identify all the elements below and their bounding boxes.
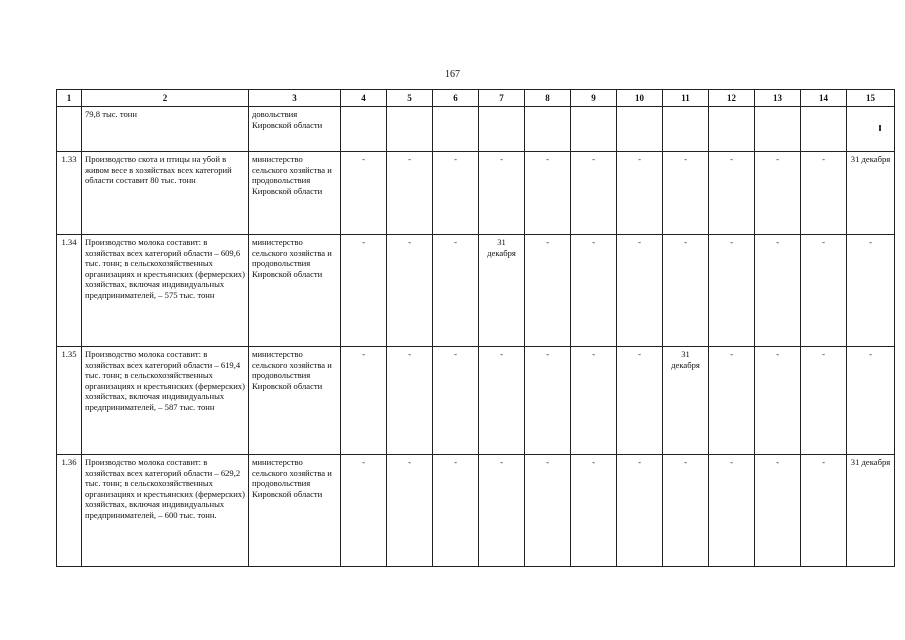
deadline-cell: 31 декабря xyxy=(663,347,709,455)
schedule-cell xyxy=(479,107,525,152)
schedule-cell: - xyxy=(387,347,433,455)
schedule-cell: - xyxy=(663,235,709,347)
column-header: 10 xyxy=(617,90,663,107)
schedule-cell: - xyxy=(525,455,571,567)
row-executor: министерство сельского хозяйства и продовольствия Кировской области xyxy=(249,347,341,455)
row-description: Производство молока составит: в хозяйствах всех категорий области – 609,6 тыс. тонн; в сельскохозяйственных организациях и крестьянских (фермерских) хозяйствах, включая индивидуальных предпринимателей, – 575 тыс. тонн xyxy=(82,235,249,347)
schedule-cell: - xyxy=(571,235,617,347)
schedule-cell: - xyxy=(479,152,525,235)
column-header: 15 xyxy=(847,90,895,107)
column-header: 13 xyxy=(755,90,801,107)
schedule-cell: - xyxy=(525,235,571,347)
schedule-cell: - xyxy=(617,235,663,347)
row-number: 1.36 xyxy=(57,455,82,567)
column-header: 3 xyxy=(249,90,341,107)
schedule-cell: - xyxy=(847,347,895,455)
table-row xyxy=(57,235,895,347)
row-number xyxy=(57,107,82,152)
deadline-cell: 31 декабря xyxy=(479,235,525,347)
row-number: 1.33 xyxy=(57,152,82,235)
row-number: 1.34 xyxy=(57,235,82,347)
row-description: 79,8 тыс. тонн xyxy=(82,107,249,152)
schedule-cell xyxy=(341,107,387,152)
schedule-cell: - xyxy=(525,347,571,455)
row-description: Производство скота и птицы на убой в живом весе в хозяйствах всех категорий области составит 80 тыс. тонн xyxy=(82,152,249,235)
schedule-cell: - xyxy=(663,152,709,235)
column-header: 11 xyxy=(663,90,709,107)
deadline-cell: 31 декабря xyxy=(847,152,895,235)
schedule-cell: - xyxy=(433,152,479,235)
row-executor: министерство сельского хозяйства и продовольствия Кировской области xyxy=(249,152,341,235)
schedule-cell: - xyxy=(755,347,801,455)
page-number: 167 xyxy=(445,69,460,80)
column-header: 7 xyxy=(479,90,525,107)
table-row xyxy=(57,455,895,567)
schedule-cell: - xyxy=(801,235,847,347)
schedule-cell xyxy=(571,107,617,152)
schedule-cell: - xyxy=(341,235,387,347)
schedule-cell: - xyxy=(847,235,895,347)
column-header: 9 xyxy=(571,90,617,107)
schedule-cell: - xyxy=(617,347,663,455)
schedule-cell xyxy=(663,107,709,152)
schedule-cell: - xyxy=(801,152,847,235)
table-row xyxy=(57,152,895,235)
scan-mark xyxy=(879,125,881,131)
deadline-cell: 31 декабря xyxy=(847,455,895,567)
schedule-cell: - xyxy=(755,455,801,567)
schedule-cell: - xyxy=(433,347,479,455)
row-executor: министерство сельского хозяйства и продовольствия Кировской области xyxy=(249,235,341,347)
column-header: 8 xyxy=(525,90,571,107)
schedule-cell: - xyxy=(341,347,387,455)
schedule-cell: - xyxy=(387,235,433,347)
schedule-cell: - xyxy=(479,347,525,455)
row-executor: министерство сельского хозяйства и продовольствия Кировской области xyxy=(249,455,341,567)
schedule-cell: - xyxy=(387,455,433,567)
schedule-cell: - xyxy=(617,152,663,235)
schedule-cell: - xyxy=(387,152,433,235)
schedule-cell: - xyxy=(571,455,617,567)
schedule-cell: - xyxy=(709,347,755,455)
schedule-cell: - xyxy=(341,455,387,567)
column-header: 12 xyxy=(709,90,755,107)
schedule-cell: - xyxy=(801,347,847,455)
row-description: Производство молока составит: в хозяйствах всех категорий области – 619,4 тыс. тонн; в сельскохозяйственных организациях и крестьянских (фермерских) хозяйствах, включая индивидуальных предпринимателей, – 587 тыс. тонн xyxy=(82,347,249,455)
schedule-cell: - xyxy=(617,455,663,567)
row-executor: довольствия Кировской области xyxy=(249,107,341,152)
schedule-cell: - xyxy=(709,152,755,235)
column-header: 1 xyxy=(57,90,82,107)
schedule-cell xyxy=(387,107,433,152)
schedule-cell: - xyxy=(571,347,617,455)
schedule-cell: - xyxy=(433,455,479,567)
schedule-cell: - xyxy=(755,235,801,347)
schedule-cell xyxy=(433,107,479,152)
schedule-cell: - xyxy=(801,455,847,567)
schedule-cell: - xyxy=(709,235,755,347)
schedule-cell: - xyxy=(709,455,755,567)
column-header: 5 xyxy=(387,90,433,107)
header-row xyxy=(57,90,895,107)
column-header: 2 xyxy=(82,90,249,107)
schedule-cell: - xyxy=(525,152,571,235)
schedule-cell: - xyxy=(341,152,387,235)
schedule-cell xyxy=(617,107,663,152)
schedule-cell: - xyxy=(571,152,617,235)
schedule-cell: - xyxy=(663,455,709,567)
schedule-cell xyxy=(709,107,755,152)
table-row xyxy=(57,107,895,152)
row-number: 1.35 xyxy=(57,347,82,455)
schedule-cell xyxy=(755,107,801,152)
column-header: 4 xyxy=(341,90,387,107)
table-row xyxy=(57,347,895,455)
schedule-cell xyxy=(525,107,571,152)
schedule-cell: - xyxy=(433,235,479,347)
plan-table xyxy=(56,89,895,567)
schedule-cell: - xyxy=(755,152,801,235)
schedule-cell: - xyxy=(479,455,525,567)
schedule-cell xyxy=(801,107,847,152)
row-description: Производство молока составит: в хозяйствах всех категорий области – 629,2 тыс. тонн; в сельскохозяйственных организациях и крестьянских (фермерских) хозяйствах, включая индивидуальных предпринимателей, – 600 тыс. тонн. xyxy=(82,455,249,567)
column-header: 6 xyxy=(433,90,479,107)
schedule-cell xyxy=(847,107,895,152)
column-header: 14 xyxy=(801,90,847,107)
